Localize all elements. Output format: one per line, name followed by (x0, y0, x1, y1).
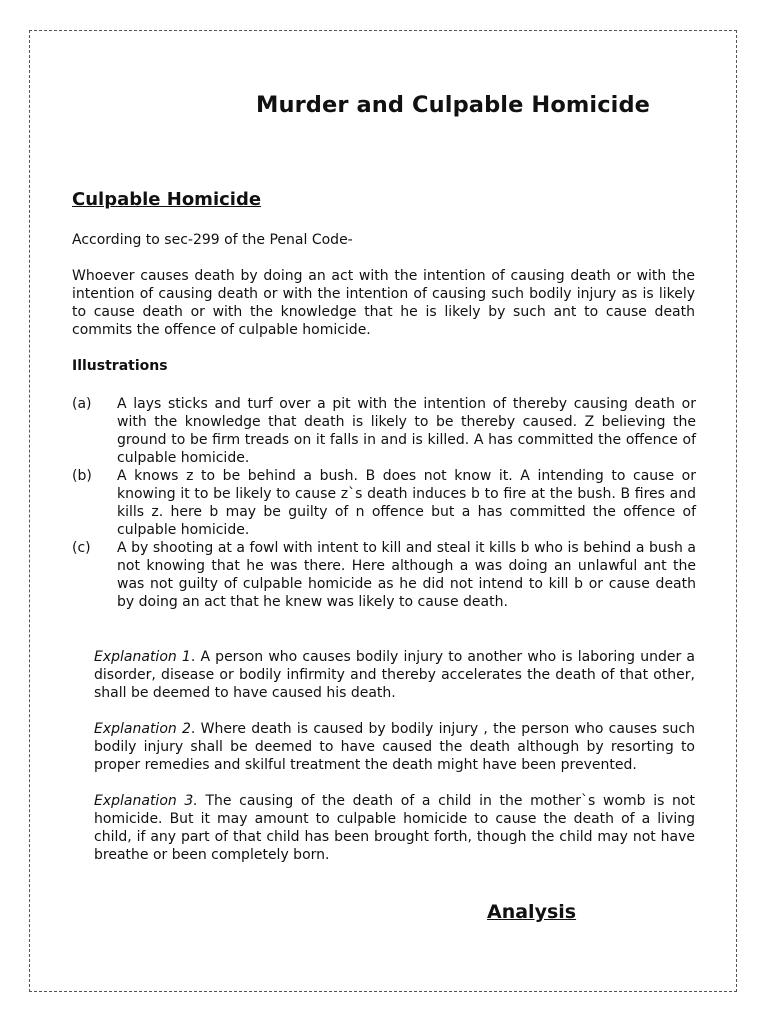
explanation-label: Explanation 3. (94, 793, 198, 809)
illustrations-list (72, 395, 696, 611)
illustration-item (72, 395, 696, 467)
explanation-paragraph (94, 720, 695, 774)
illustration-text: A by shooting at a fowl with intent to kill and steal it kills b who is behind a bush a not knowing that he was there. Here although a was doing an unlawful ant the was not guilty of culpable homicide as he did not intend to kill b or cause death by doing an act that he knew was likely to cause death. (117, 540, 696, 610)
explanation-text: The causing of the death of a child in the mother`s womb is not homicide. But it may amount to culpable homicide to cause the death of a living child, if any part of that child has been brought forth, though the child may not have breathe or been completely born. (94, 793, 695, 863)
illustrations-heading: Illustrations (72, 358, 168, 374)
illustration-marker: (b) (72, 468, 92, 484)
explanation-label: Explanation 2 (94, 721, 191, 737)
illustration-text: A knows z to be behind a bush. B does not know it. A intending to cause or knowing it to be likely to cause z`s death induces b to fire at the bush. B fires and kills z. here b may be guilty of n offence but a has committed the offence of culpable homicide. (117, 468, 696, 538)
explanation-text: . Where death is caused by bodily injury , the person who causes such bodily injury shall be deemed to have caused the death although by resorting to proper remedies and skilful treatment the death might have been prevented. (94, 721, 695, 773)
analysis-heading: Analysis (487, 901, 577, 923)
section-heading-culpable-homicide: Culpable Homicide (72, 189, 262, 210)
intro-text: According to sec-299 of the Penal Code- (72, 232, 353, 248)
document-title: Murder and Culpable Homicide (256, 92, 651, 118)
definition-paragraph: Whoever causes death by doing an act with the intention of causing death or with the intention of causing death or with the intention of causing such bodily injury as is likely to cause death or with the knowledge that he is likely by such ant to cause death commits the offence of culpable homicide. (72, 268, 695, 338)
illustration-item (72, 467, 696, 539)
illustration-marker: (c) (72, 540, 91, 556)
explanation-paragraph (94, 792, 695, 864)
illustration-text: A lays sticks and turf over a pit with the intention of thereby causing death or with the knowledge that death is likely to be thereby caused. Z believing the ground to be firm treads on it falls in and is killed. A has committed the offence of culpable homicide. (117, 396, 696, 466)
explanation-text: . A person who causes bodily injury to another who is laboring under a disorder, disease or bodily infirmity and thereby accelerates the death of that other, shall be deemed to have caused his death. (94, 649, 695, 701)
explanation-paragraph (94, 648, 695, 702)
explanations-block (94, 648, 695, 882)
illustration-marker: (a) (72, 396, 92, 412)
illustration-item (72, 539, 696, 611)
explanation-label: Explanation 1 (94, 649, 191, 665)
